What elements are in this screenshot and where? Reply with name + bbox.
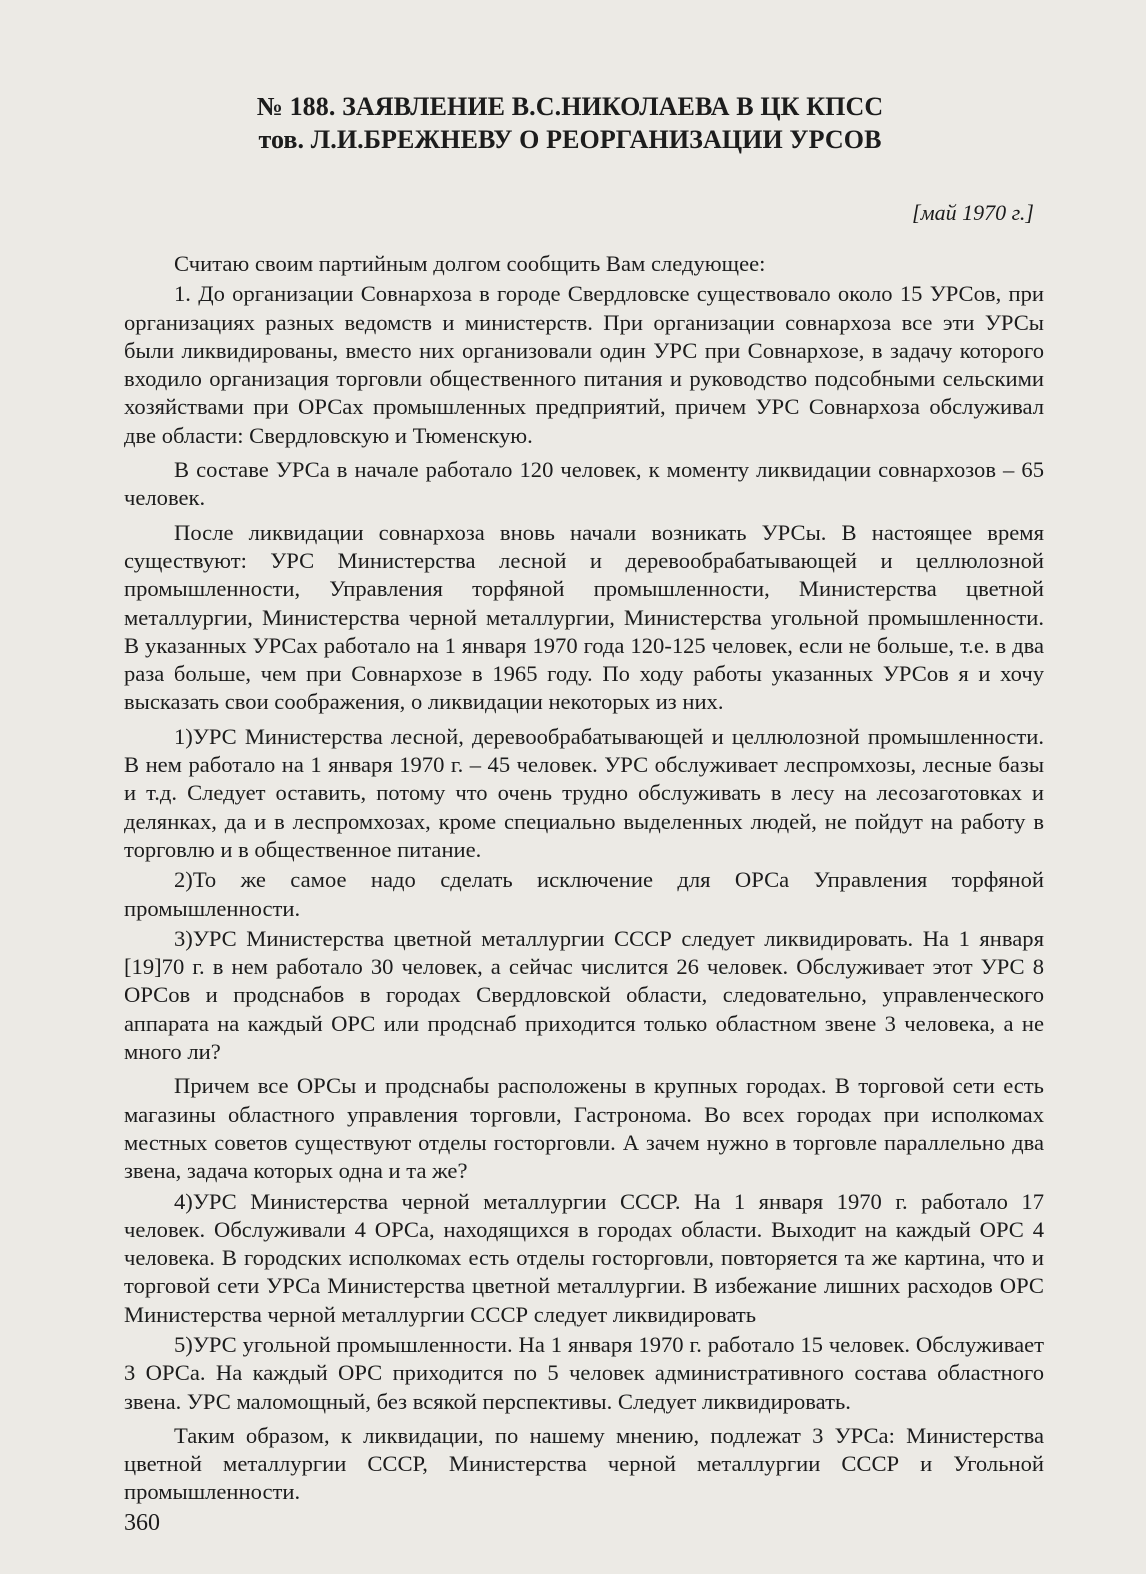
document-body: [124, 250, 1044, 1513]
paragraph-1: 1. До организации Совнархоза в городе Свердловске существовало около 15 УРСов, при организациях разных ведомств и министерств. При организации совнархоза все эти УРСы были ликвидированы, вместо них организовали один УРС при Совнархозе, в задачу которого входило организация торговли общественного питания и руководство подсобными сельскими хозяйствами при ОРСах промышленных предприятий, причем УРС Совнархоза обслуживал две области: Свердловскую и Тюменскую.: [124, 281, 1044, 448]
paragraph-item-1: 1)УРС Министерства лесной, деревообрабатывающей и целлюлозной промышленности. В нем работало на 1 января 1970 г. – 45 человек. УРС обслуживает леспромхозы, лесные базы и т.д. Следует оставить, потому что очень трудно обслуживать в лесу на лесозаготовках и делянках, да и в леспромхозах, кроме специально выделенных людей, не пойдут на работу в торговлю и в общественное питание.: [124, 723, 1044, 862]
heading-line-2: тов. Л.И.БРЕЖНЕВУ О РЕОРГАНИЗАЦИИ УРСОВ: [258, 125, 882, 154]
heading-line-1: № 188. ЗАЯВЛЕНИЕ В.С.НИКОЛАЕВА В ЦК КПСС: [256, 92, 884, 121]
paragraph-item-2: 2)То же самое надо сделать исключение для ОРСа Управления торфяной промышленности.: [124, 867, 1044, 921]
document-date: [май 1970 г.]: [912, 200, 1034, 225]
paragraph-2: В составе УРСа в начале работало 120 человек, к моменту ликвидации совнархозов – 65 человек.: [124, 457, 1044, 511]
paragraph-3: После ликвидации совнархоза вновь начали возникать УРСы. В настоящее время существуют: УРС Министерства лесной и деревообрабатывающей и целлюлозной промышленности, Управления торфяной промышленности, Министерства цветной металлургии, Министерства черной металлургии, Министерства угольной промышленности. В указанных УРСах работало на 1 января 1970 года 120-125 человек, если не больше, т.е. в два раза больше, чем при Совнархозе в 1965 году. По ходу работы указанных УРСов я и хочу высказать свои соображения, о ликвидации некоторых из них.: [124, 519, 1044, 715]
paragraph-intro: Считаю своим партийным долгом сообщить Вам следующее:: [174, 251, 766, 276]
paragraph-conclusion: Таким образом, к ликвидации, по нашему мнению, подлежат 3 УРСа: Министерства цветной металлургии СССР, Министерства черной металлургии СССР и Угольной промышленности.: [124, 1422, 1044, 1505]
paragraph-item-4: 4)УРС Министерства черной металлургии СССР. На 1 января 1970 г. работало 17 человек. Обслуживали 4 ОРСа, находящихся в городах области. Выходит на каждый ОРС 4 человека. В городских исполкомах есть отделы госторговли, повторяется та же картина, что и торговой сети УРСа Министерства цветной металлургии. В избежание лишних расходов ОРС Министерства черной металлургии СССР следует ликвидировать: [124, 1188, 1044, 1327]
paragraph-item-5: 5)УРС угольной промышленности. На 1 января 1970 г. работало 15 человек. Обслуживает 3 ОРСа. На каждый ОРС приходится по 5 человек административного состава областного звена. УРС маломощный, без всякой перспективы. Следует ликвидировать.: [124, 1331, 1044, 1414]
paragraph-item-3: 3)УРС Министерства цветной металлургии СССР следует ликвидировать. На 1 января [19]70 г. в нем работало 30 человек, а сейчас числится 26 человек. Обслуживает этот УРС 8 ОРСов и продснабов в городах Свердловской области, следовательно, управленческого аппарата на каждый ОРС или продснаб приходится только областном звене 3 человека, а не много ли?: [124, 925, 1044, 1065]
paragraph-4: Причем все ОРСы и продснабы расположены в крупных городах. В торговой сети есть магазины областного управления торговли, Гастронома. Во всех городах при исполкомах местных советов существуют отделы госторговли. А зачем нужно в торговле параллельно два звена, задача которых одна и та же?: [124, 1073, 1044, 1184]
document-heading: [100, 90, 1040, 156]
page-number: 360: [124, 1510, 160, 1536]
